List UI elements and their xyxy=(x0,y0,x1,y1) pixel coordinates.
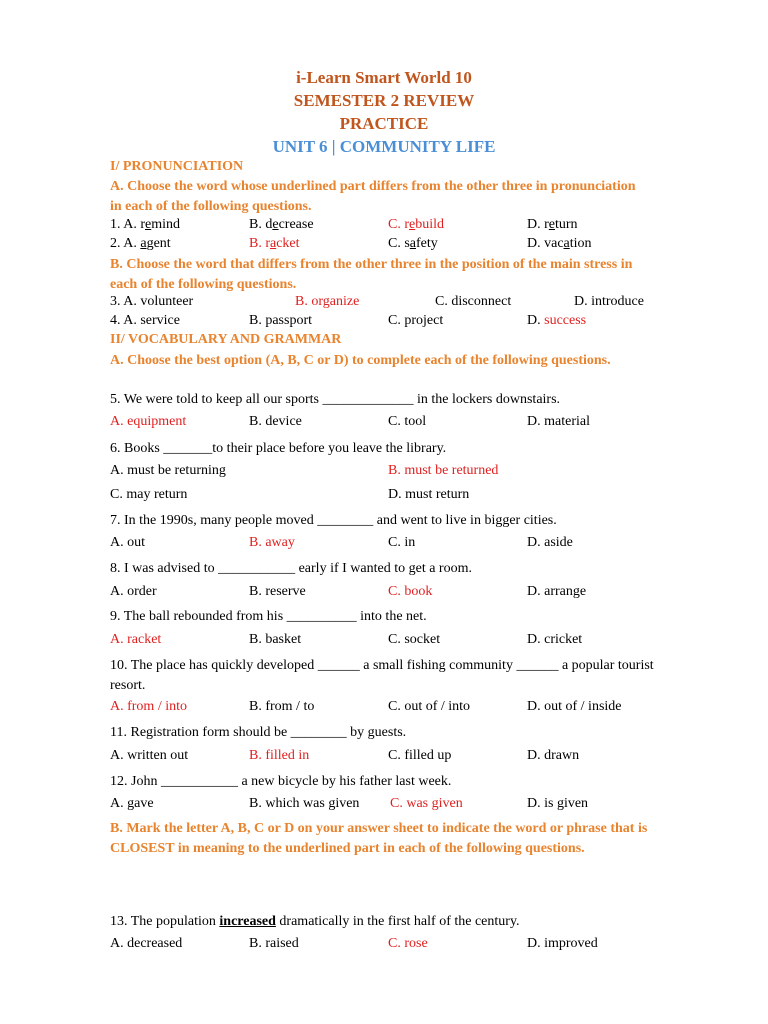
q10-option-d: D. out of / inside xyxy=(527,699,622,714)
pronunciation-part-a-instruction: A. Choose the word whose underlined part differs from the other three in pronunciation in each of the following questions. xyxy=(110,179,636,214)
q8-option-b: B. reserve xyxy=(249,584,306,599)
q13-option-b: B. raised xyxy=(249,936,299,951)
q9-option-d: D. cricket xyxy=(527,632,583,647)
question-1-options xyxy=(110,217,670,237)
q11-option-c: C. filled up xyxy=(388,748,452,763)
q5-option-a-answer: A. equipment xyxy=(110,414,187,429)
q10-option-a-answer: A. from / into xyxy=(110,699,187,714)
q6-option-b-answer: B. must be returned xyxy=(388,463,499,478)
question-6-options-row2 xyxy=(110,487,670,507)
q8-option-d: D. arrange xyxy=(527,584,587,599)
q7-option-d: D. aside xyxy=(527,535,573,550)
q12-option-b: B. which was given xyxy=(249,796,360,811)
vocabulary-part-a-instruction: A. Choose the best option (A, B, C or D) to complete each of the following questions. xyxy=(110,353,611,368)
q9-option-c: C. socket xyxy=(388,632,441,647)
question-9-options xyxy=(110,632,670,652)
question-10-text: 10. The place has quickly developed ______ a small fishing community ______ a popular tourist resort. xyxy=(110,658,654,693)
question-12-options xyxy=(110,796,670,816)
question-10-options xyxy=(110,699,670,719)
question-9-text: 9. The ball rebounded from his __________ into the net. xyxy=(110,609,427,624)
question-8-options xyxy=(110,584,670,604)
q13-option-c-answer: C. rose xyxy=(388,936,428,951)
q4-option-b: B. passport xyxy=(249,313,312,328)
q1-option-a: 1. A. remind xyxy=(110,217,180,232)
q6-option-c: C. may return xyxy=(110,487,188,502)
q3-option-a: 3. A. volunteer xyxy=(110,294,194,309)
q12-option-c-answer: C. was given xyxy=(390,796,463,811)
q5-option-b: B. device xyxy=(249,414,302,429)
q7-option-b-answer: B. away xyxy=(249,535,295,550)
q10-option-b: B. from / to xyxy=(249,699,315,714)
vocabulary-part-b-instruction: B. Mark the letter A, B, C or D on your answer sheet to indicate the word or phrase that is CLOSEST in meaning to the underlined part in each of the following questions. xyxy=(110,821,648,856)
q1-option-b: B. decrease xyxy=(249,217,314,232)
q8-option-a: A. order xyxy=(110,584,157,599)
question-13-options xyxy=(110,936,670,956)
q5-option-d: D. material xyxy=(527,414,590,429)
question-5-options xyxy=(110,414,670,434)
question-3-options xyxy=(110,294,670,314)
q11-option-a: A. written out xyxy=(110,748,189,763)
question-12-text: 12. John ___________ a new bicycle by his father last week. xyxy=(110,774,452,789)
q1-option-d: D. return xyxy=(527,217,578,232)
q11-option-b-answer: B. filled in xyxy=(249,748,310,763)
section-vocabulary-heading: II/ VOCABULARY AND GRAMMAR xyxy=(110,332,342,347)
q13-underlined-word: increased xyxy=(219,914,276,929)
question-4-options xyxy=(110,313,670,333)
q13-option-a: A. decreased xyxy=(110,936,183,951)
question-13-text: 13. The population increased dramatically in the first half of the century. xyxy=(110,914,520,929)
question-6-text: 6. Books _______to their place before you leave the library. xyxy=(110,441,447,456)
q12-option-d: D. is given xyxy=(527,796,589,811)
q2-option-d: D. vacation xyxy=(527,236,592,251)
q12-option-a: A. gave xyxy=(110,796,154,811)
q9-option-a-answer: A. racket xyxy=(110,632,162,647)
semester-title: SEMESTER 2 REVIEW xyxy=(293,91,475,110)
q6-option-a: A. must be returning xyxy=(110,463,226,478)
q3-option-c: C. disconnect xyxy=(435,294,512,309)
practice-title: PRACTICE xyxy=(339,114,429,133)
question-7-text: 7. In the 1990s, many people moved ________ and went to live in bigger cities. xyxy=(110,513,557,528)
q2-option-b-answer: B. racket xyxy=(249,236,300,251)
q2-option-c: C. safety xyxy=(388,236,438,251)
q9-option-b: B. basket xyxy=(249,632,302,647)
q11-option-d: D. drawn xyxy=(527,748,580,763)
q4-option-d-answer: D. success xyxy=(527,313,587,328)
pronunciation-part-b-instruction: B. Choose the word that differs from the other three in the position of the main stress in each of the following questions. xyxy=(110,257,633,292)
q3-option-d: D. introduce xyxy=(574,294,644,309)
q13-option-d: D. improved xyxy=(527,936,598,951)
question-8-text: 8. I was advised to ___________ early if I wanted to get a room. xyxy=(110,561,472,576)
question-6-options-row1 xyxy=(110,463,670,483)
course-title: i-Learn Smart World 10 xyxy=(296,68,472,87)
q2-option-a: 2. A. agent xyxy=(110,236,171,251)
question-11-text: 11. Registration form should be ________ by guests. xyxy=(110,725,407,740)
q4-option-c: C. project xyxy=(388,313,444,328)
q8-option-c-answer: C. book xyxy=(388,584,433,599)
question-2-options xyxy=(110,236,670,256)
question-5-text: 5. We were told to keep all our sports _____________ in the lockers downstairs. xyxy=(110,392,561,407)
q6-option-d: D. must return xyxy=(388,487,470,502)
q7-option-c: C. in xyxy=(388,535,416,550)
question-7-options xyxy=(110,535,670,555)
q4-option-a: 4. A. service xyxy=(110,313,180,328)
q1-option-c-answer: C. rebuild xyxy=(388,217,444,232)
question-11-options xyxy=(110,748,670,768)
section-pronunciation-heading: I/ PRONUNCIATION xyxy=(110,159,244,174)
unit-title: UNIT 6 | COMMUNITY LIFE xyxy=(272,137,496,156)
q10-option-c: C. out of / into xyxy=(388,699,471,714)
q5-option-c: C. tool xyxy=(388,414,427,429)
q3-option-b-answer: B. organize xyxy=(295,294,360,309)
q7-option-a: A. out xyxy=(110,535,145,550)
